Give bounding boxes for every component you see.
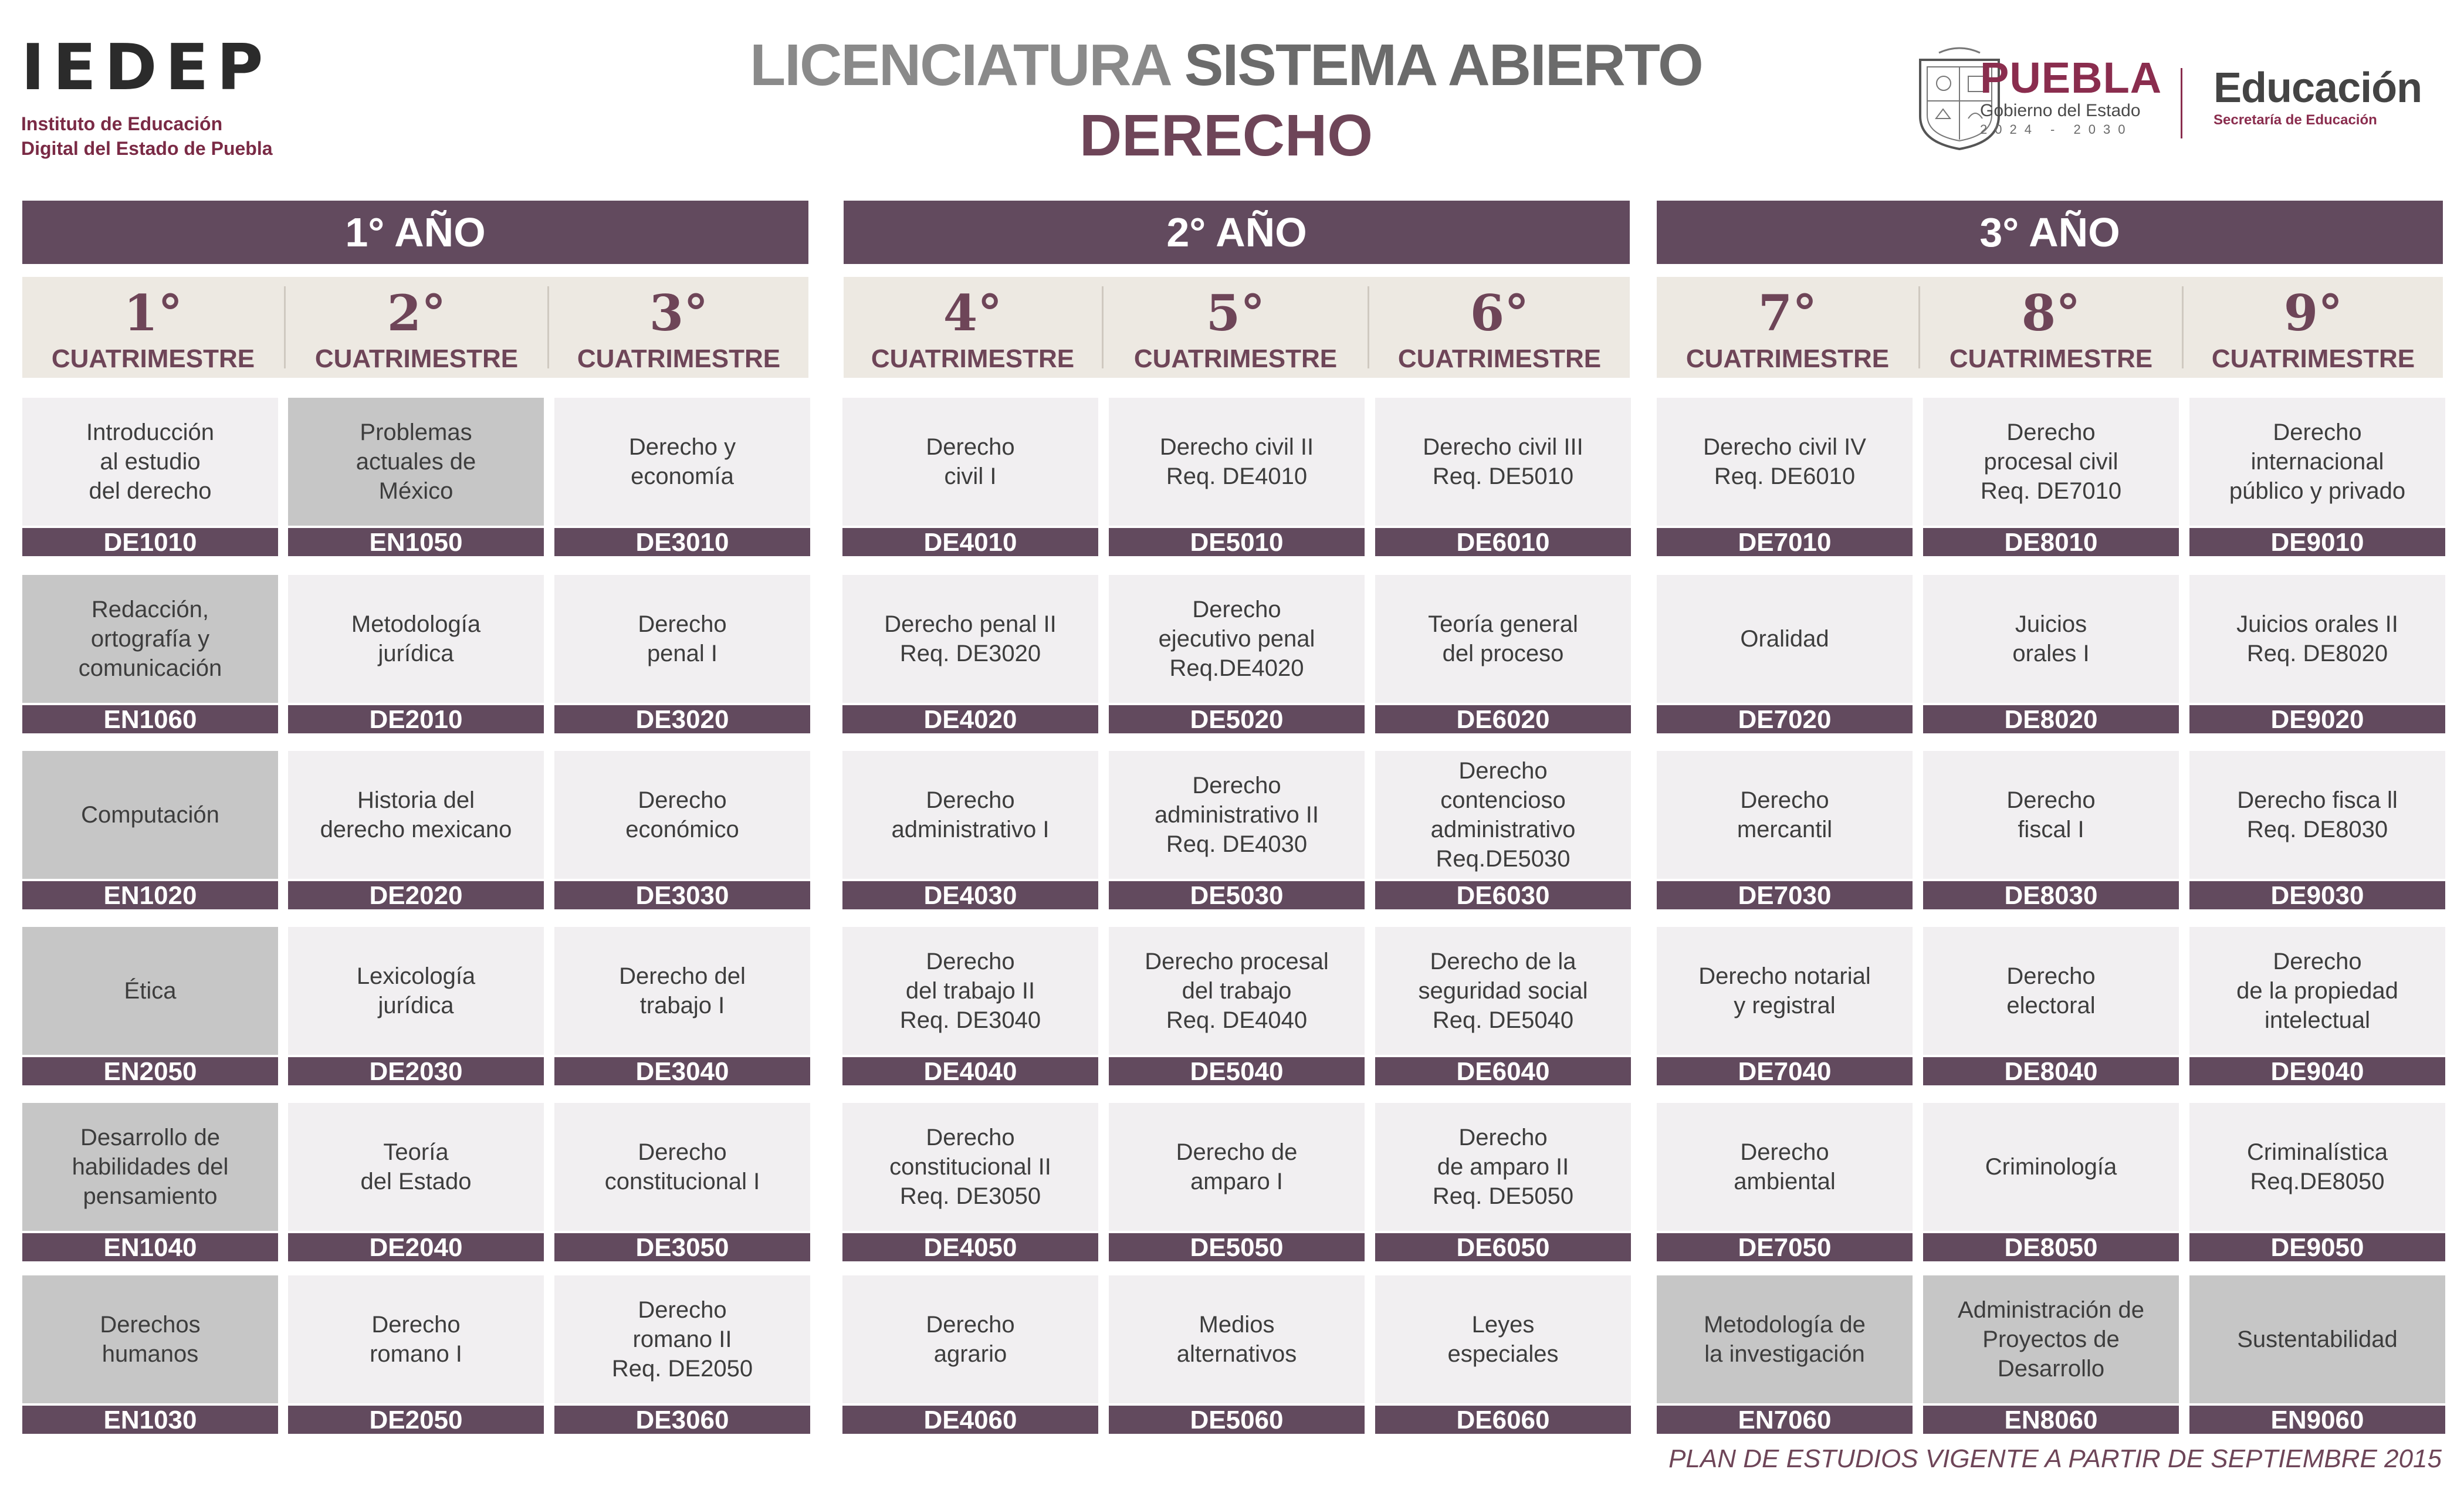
course-name: Derecho mercantil — [1657, 751, 1913, 879]
title-line-1 — [645, 31, 1807, 100]
course-code: DE1010 — [22, 528, 278, 556]
course-code: DE2010 — [288, 705, 544, 733]
course-code: DE7040 — [1657, 1057, 1913, 1085]
course-name: Derecho contencioso administrativo Req.DE5030 — [1375, 751, 1631, 879]
course-cell — [842, 398, 1098, 556]
cuatrimestre-number: 7° — [1758, 284, 1817, 342]
course-name: Derecho y economía — [554, 398, 810, 526]
cuatrimestre-label: CUATRIMESTRE — [1397, 344, 1602, 373]
cuatrimestre-label: CUATRIMESTRE — [314, 344, 519, 373]
course-cell — [1109, 927, 1365, 1085]
iedep-logo — [21, 31, 350, 159]
course-code: EN8060 — [1923, 1406, 2179, 1434]
course-cell — [2189, 927, 2445, 1085]
course-name: Derecho fisca ll Req. DE8030 — [2189, 751, 2445, 879]
year-bar-1: 1° AÑO — [22, 201, 808, 264]
course-code: DE5030 — [1109, 881, 1365, 909]
course-name: Juicios orales II Req. DE8020 — [2189, 575, 2445, 703]
course-name: Leyes especiales — [1375, 1275, 1631, 1403]
course-code: DE6060 — [1375, 1406, 1631, 1434]
course-cell — [2189, 1103, 2445, 1261]
course-name: Derecho procesal del trabajo Req. DE4040 — [1109, 927, 1365, 1055]
course-name: Derecho fiscal I — [1923, 751, 2179, 879]
course-cell — [22, 398, 278, 556]
course-code: DE8050 — [1923, 1233, 2179, 1261]
course-name: Derecho civil II Req. DE4010 — [1109, 398, 1365, 526]
course-name: Derecho constitucional II Req. DE3050 — [842, 1103, 1098, 1231]
course-code: DE2020 — [288, 881, 544, 909]
puebla-logo — [1904, 42, 2449, 160]
course-cell — [1109, 1275, 1365, 1434]
course-code: DE4020 — [842, 705, 1098, 733]
course-name: Derecho civil IV Req. DE6010 — [1657, 398, 1913, 526]
course-code: EN1060 — [22, 705, 278, 733]
course-cell — [1109, 1103, 1365, 1261]
course-cell — [1375, 398, 1631, 556]
course-name: Derecho civil I — [842, 398, 1098, 526]
course-code: DE5060 — [1109, 1406, 1365, 1434]
course-cell — [1657, 927, 1913, 1085]
course-cell — [1923, 575, 2179, 733]
educacion-subtitle: Secretaría de Educación — [2213, 112, 2377, 128]
course-name: Derecho penal II Req. DE3020 — [842, 575, 1098, 703]
course-cell — [554, 751, 810, 909]
course-name: Derecho de amparo I — [1109, 1103, 1365, 1231]
course-cell — [1657, 751, 1913, 909]
course-cell — [1657, 575, 1913, 733]
course-code: DE2030 — [288, 1057, 544, 1085]
cuatrimestre-number: 1° — [123, 284, 183, 342]
course-cell — [22, 575, 278, 733]
course-name: Medios alternativos — [1109, 1275, 1365, 1403]
course-code: DE8030 — [1923, 881, 2179, 909]
course-cell — [2189, 575, 2445, 733]
iedep-subtitle-line2: Digital del Estado de Puebla — [21, 138, 273, 159]
course-code: EN2050 — [22, 1057, 278, 1085]
course-code: DE6050 — [1375, 1233, 1631, 1261]
cuatrimestre-number: 4° — [943, 284, 1003, 342]
course-cell — [1657, 1103, 1913, 1261]
cuatrimestre-header-2 — [286, 277, 547, 378]
course-code: DE3010 — [554, 528, 810, 556]
cuatrimestre-header-8 — [1920, 277, 2182, 378]
course-code: EN1020 — [22, 881, 278, 909]
course-code: DE4040 — [842, 1057, 1098, 1085]
course-cell — [842, 575, 1098, 733]
course-name: Derecho de la seguridad social Req. DE5040 — [1375, 927, 1631, 1055]
course-cell — [288, 751, 544, 909]
course-code: DE3030 — [554, 881, 810, 909]
course-name: Derecho del trabajo I — [554, 927, 810, 1055]
cuatrimestre-label: CUATRIMESTRE — [871, 344, 1075, 373]
course-cell — [1923, 1275, 2179, 1434]
course-code: DE9050 — [2189, 1233, 2445, 1261]
course-name: Derecho electoral — [1923, 927, 2179, 1055]
iedep-subtitle — [21, 111, 350, 161]
course-name: Derecho civil III Req. DE5010 — [1375, 398, 1631, 526]
course-name: Historia del derecho mexicano — [288, 751, 544, 879]
course-code: DE6010 — [1375, 528, 1631, 556]
course-cell — [1657, 1275, 1913, 1434]
course-cell — [1923, 398, 2179, 556]
course-name: Teoría del Estado — [288, 1103, 544, 1231]
course-code: DE5020 — [1109, 705, 1365, 733]
course-cell — [288, 1103, 544, 1261]
year-bar-3: 3° AÑO — [1657, 201, 2443, 264]
course-cell — [1109, 398, 1365, 556]
course-code: DE4030 — [842, 881, 1098, 909]
course-name: Criminología — [1923, 1103, 2179, 1231]
course-cell — [1375, 1103, 1631, 1261]
course-cell — [554, 398, 810, 556]
cuatrimestre-label: CUATRIMESTRE — [1685, 344, 1890, 373]
puebla-wordmark: PUEBLA — [1980, 53, 2162, 102]
course-cell — [22, 927, 278, 1085]
course-code: DE2040 — [288, 1233, 544, 1261]
course-name: Derecho notarial y registral — [1657, 927, 1913, 1055]
course-cell — [554, 1275, 810, 1434]
educacion-logo — [2213, 65, 2422, 129]
cuatrimestre-header-4 — [844, 277, 1102, 378]
course-code: DE9030 — [2189, 881, 2445, 909]
cuatrimestre-label: CUATRIMESTRE — [51, 344, 255, 373]
iedep-subtitle-line1: Instituto de Educación — [21, 113, 223, 134]
course-code: DE2050 — [288, 1406, 544, 1434]
course-cell — [288, 927, 544, 1085]
course-code: DE6030 — [1375, 881, 1631, 909]
course-code: DE7050 — [1657, 1233, 1913, 1261]
course-cell — [288, 1275, 544, 1434]
course-cell — [1923, 1103, 2179, 1261]
course-cell — [288, 398, 544, 556]
course-cell — [22, 1103, 278, 1261]
course-code: DE5050 — [1109, 1233, 1365, 1261]
course-cell — [842, 751, 1098, 909]
cuatrimestre-label: CUATRIMESTRE — [2211, 344, 2415, 373]
course-code: DE7030 — [1657, 881, 1913, 909]
course-name: Derecho constitucional I — [554, 1103, 810, 1231]
course-cell — [554, 575, 810, 733]
cuatrimestre-header-5 — [1104, 277, 1368, 378]
course-name: Derecho procesal civil Req. DE7010 — [1923, 398, 2179, 526]
course-code: DE3050 — [554, 1233, 810, 1261]
course-code: DE9010 — [2189, 528, 2445, 556]
course-name: Oralidad — [1657, 575, 1913, 703]
cuatrimestre-header-9 — [2184, 277, 2443, 378]
course-code: EN1030 — [22, 1406, 278, 1434]
course-code: EN1040 — [22, 1233, 278, 1261]
course-code: DE4050 — [842, 1233, 1098, 1261]
year-bar-2: 2° AÑO — [844, 201, 1630, 264]
title-licenciatura: LICENCIATURA — [750, 32, 1169, 98]
iedep-wordmark: IEDEP — [21, 31, 272, 104]
course-name: Introducción al estudio del derecho — [22, 398, 278, 526]
cuatrimestre-label: CUATRIMESTRE — [577, 344, 781, 373]
course-name: Criminalística Req.DE8050 — [2189, 1103, 2445, 1231]
cuatrimestre-number: 5° — [1206, 284, 1265, 342]
title-derecho: DERECHO — [1079, 103, 1373, 168]
cuatrimestre-number: 8° — [2021, 284, 2081, 342]
course-name: Derecho ejecutivo penal Req.DE4020 — [1109, 575, 1365, 703]
course-name: Desarrollo de habilidades del pensamiento — [22, 1103, 278, 1231]
course-name: Juicios orales I — [1923, 575, 2179, 703]
course-code: DE8010 — [1923, 528, 2179, 556]
course-cell — [288, 575, 544, 733]
course-cell — [1923, 927, 2179, 1085]
educacion-wordmark: Educación — [2213, 65, 2422, 111]
course-code: DE5040 — [1109, 1057, 1365, 1085]
course-code: DE4010 — [842, 528, 1098, 556]
course-name: Derecho administrativo I — [842, 751, 1098, 879]
puebla-gobierno: Gobierno del Estado — [1980, 101, 2141, 120]
cuatrimestre-number: 9° — [2283, 284, 2343, 342]
course-cell — [22, 751, 278, 909]
cuatrimestre-bar-1 — [22, 277, 808, 378]
cuatrimestre-number: 6° — [1470, 284, 1529, 342]
course-name: Derecho romano I — [288, 1275, 544, 1403]
course-code: DE5010 — [1109, 528, 1365, 556]
cuatrimestre-header-6 — [1369, 277, 1630, 378]
course-name: Derecho económico — [554, 751, 810, 879]
cuatrimestre-label: CUATRIMESTRE — [1949, 344, 2153, 373]
cuatrimestre-bar-3 — [1657, 277, 2443, 378]
course-cell — [554, 1103, 810, 1261]
course-code: DE9020 — [2189, 705, 2445, 733]
cuatrimestre-header-1 — [22, 277, 284, 378]
course-cell — [2189, 751, 2445, 909]
course-cell — [842, 927, 1098, 1085]
course-name: Metodología de la investigación — [1657, 1275, 1913, 1403]
course-name: Redacción, ortografía y comunicación — [22, 575, 278, 703]
course-name: Derecho agrario — [842, 1275, 1098, 1403]
course-cell — [1375, 575, 1631, 733]
course-code: DE3040 — [554, 1057, 810, 1085]
course-cell — [1375, 1275, 1631, 1434]
page-title — [645, 31, 1807, 170]
course-name: Derecho romano II Req. DE2050 — [554, 1275, 810, 1403]
course-code: DE7010 — [1657, 528, 1913, 556]
course-code: DE7020 — [1657, 705, 1913, 733]
course-cell — [842, 1275, 1098, 1434]
course-cell — [22, 1275, 278, 1434]
course-name: Derechos humanos — [22, 1275, 278, 1403]
cuatrimestre-bar-2 — [844, 277, 1630, 378]
course-code: DE4060 — [842, 1406, 1098, 1434]
course-cell — [1109, 575, 1365, 733]
course-code: DE3020 — [554, 705, 810, 733]
course-cell — [1657, 398, 1913, 556]
course-cell — [2189, 1275, 2445, 1434]
course-code: DE6040 — [1375, 1057, 1631, 1085]
course-code: EN7060 — [1657, 1406, 1913, 1434]
cuatrimestre-header-3 — [549, 277, 808, 378]
cuatrimestre-number: 2° — [387, 284, 446, 342]
course-name: Derecho administrativo II Req. DE4030 — [1109, 751, 1365, 879]
cuatrimestre-header-7 — [1657, 277, 1918, 378]
course-name: Derecho internacional público y privado — [2189, 398, 2445, 526]
course-code: DE8020 — [1923, 705, 2179, 733]
course-name: Sustentabilidad — [2189, 1275, 2445, 1403]
course-code: DE3060 — [554, 1406, 810, 1434]
course-name: Derecho de la propiedad intelectual — [2189, 927, 2445, 1055]
puebla-text-block — [1980, 55, 2226, 138]
course-name: Ética — [22, 927, 278, 1055]
course-name: Derecho de amparo II Req. DE5050 — [1375, 1103, 1631, 1231]
course-name: Problemas actuales de México — [288, 398, 544, 526]
course-code: EN1050 — [288, 528, 544, 556]
course-code: DE9040 — [2189, 1057, 2445, 1085]
course-code: EN9060 — [2189, 1406, 2445, 1434]
plan-footer: PLAN DE ESTUDIOS VIGENTE A PARTIR DE SEPTIEMBRE 2015 — [1668, 1444, 2442, 1473]
course-cell — [1375, 751, 1631, 909]
course-cell — [842, 1103, 1098, 1261]
course-name: Administración de Proyectos de Desarrollo — [1923, 1275, 2179, 1403]
course-cell — [1375, 927, 1631, 1085]
course-name: Derecho ambiental — [1657, 1103, 1913, 1231]
cuatrimestre-number: 3° — [649, 284, 709, 342]
course-name: Derecho del trabajo II Req. DE3040 — [842, 927, 1098, 1055]
course-cell — [554, 927, 810, 1085]
course-cell — [2189, 398, 2445, 556]
cuatrimestre-label: CUATRIMESTRE — [1133, 344, 1338, 373]
course-cell — [1923, 751, 2179, 909]
course-code: DE6020 — [1375, 705, 1631, 733]
course-name: Derecho penal I — [554, 575, 810, 703]
course-name: Teoría general del proceso — [1375, 575, 1631, 703]
course-cell — [1109, 751, 1365, 909]
title-sistema-abierto: SISTEMA ABIERTO — [1184, 32, 1703, 98]
logo-divider — [2181, 68, 2182, 138]
course-name: Lexicología jurídica — [288, 927, 544, 1055]
course-name: Metodología jurídica — [288, 575, 544, 703]
course-code: DE8040 — [1923, 1057, 2179, 1085]
course-name: Computación — [22, 751, 278, 879]
puebla-years: 2024 - 2030 — [1980, 122, 2133, 137]
